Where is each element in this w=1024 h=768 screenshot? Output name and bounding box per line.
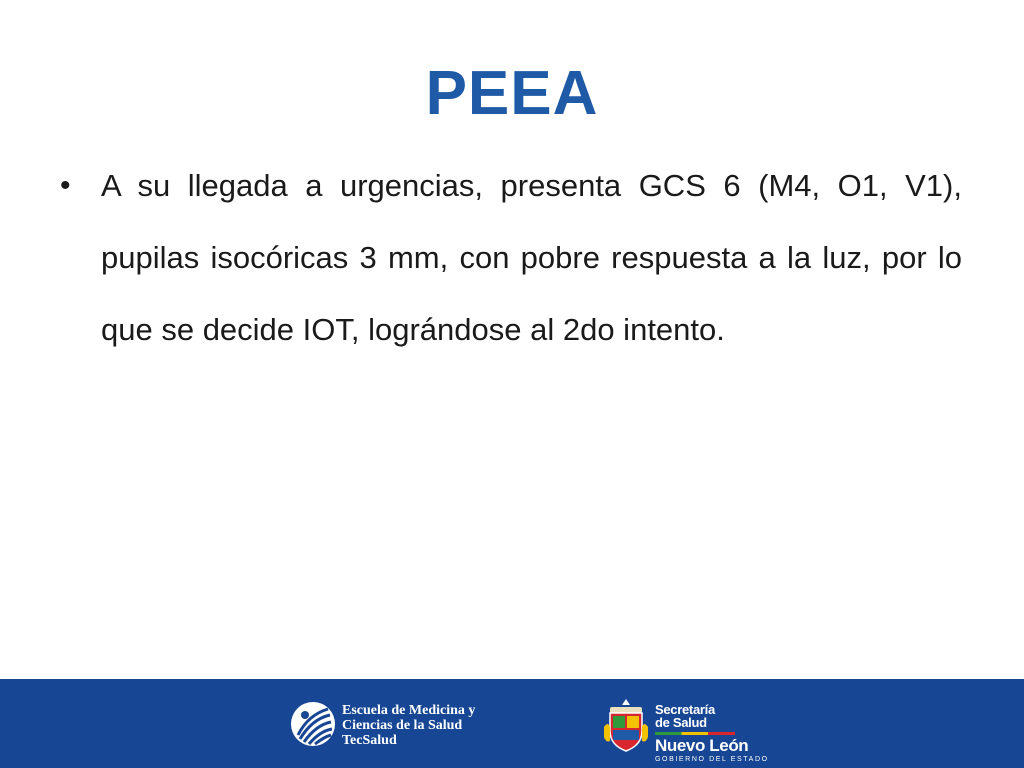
nl-color-bar (655, 732, 735, 735)
nuevo-leon-text (655, 703, 769, 764)
slide-content (60, 150, 962, 366)
bullet-text: A su llegada a urgencias, presenta GCS 6 (M4, O1, V1), pupilas isocóricas 3 mm, con pobre respuesta a la luz, por lo que se decide IOT, lográndose al 2do intento. (101, 168, 962, 347)
nl-de-salud: de Salud (655, 715, 707, 730)
tecsalud-line-1: Escuela de Medicina y (342, 703, 476, 718)
footer-bar (0, 679, 1024, 768)
nuevo-leon-logo (604, 691, 769, 763)
nl-gobierno: GOBIERNO DEL ESTADO (655, 756, 769, 763)
bullet-icon: • (60, 169, 71, 202)
tecsalud-line-3: TecSalud (342, 733, 397, 748)
tecsalud-logo-text (342, 703, 475, 748)
nl-secretaria: Secretaría (655, 702, 715, 717)
bullet-item (60, 150, 962, 366)
tecsalud-logo (290, 701, 510, 751)
nuevo-leon-shield-icon (604, 697, 648, 753)
tecsalud-logo-icon (290, 701, 336, 747)
tecsalud-line-2: Ciencias de la Salud (342, 718, 463, 733)
slide-title: PEEA (425, 59, 599, 128)
nl-nuevo-leon: Nuevo León (655, 736, 749, 755)
